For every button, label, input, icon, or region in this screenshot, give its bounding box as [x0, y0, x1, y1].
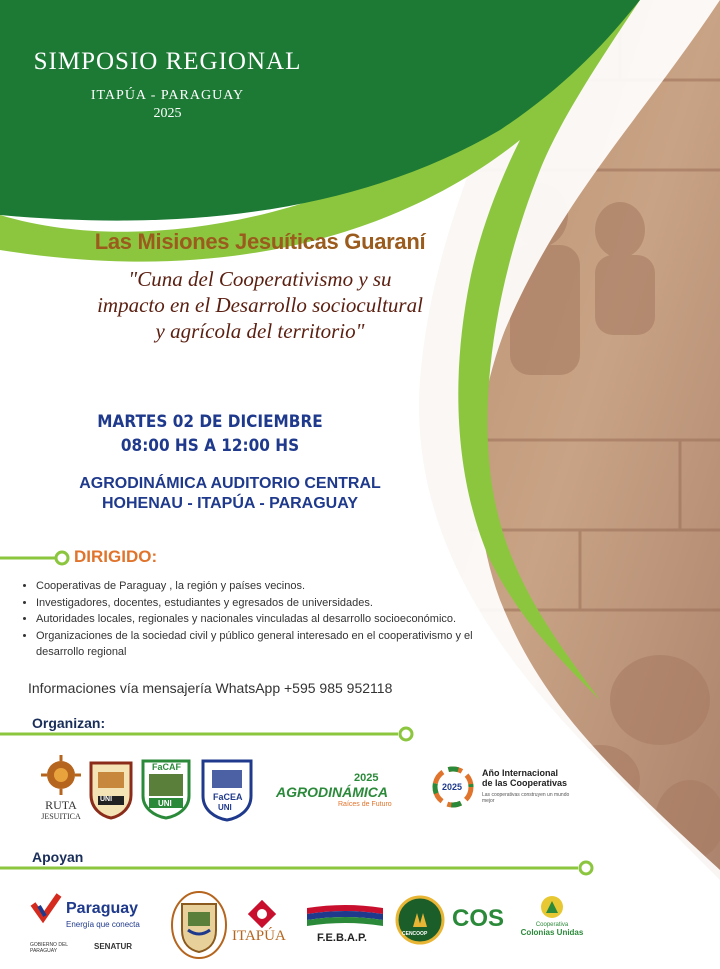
venue-line-2: HOHENAU - ITAPÚA - PARAGUAY [101, 495, 358, 512]
venue-line-1: AGRODINÁMICA AUDITORIO CENTRAL [79, 475, 381, 492]
aic-tagline: Las cooperativas construyen un mundo mejor [482, 792, 570, 804]
paraguay-name: Paraguay [66, 900, 139, 917]
shield-icon [88, 760, 134, 820]
facaf-uni-label: UNI [158, 799, 172, 808]
subtitle-line-2: impacto en el Desarrollo sociocultural [97, 293, 423, 317]
agrodinamica-name: AGRODINÁMICA [276, 784, 388, 800]
colonias-unidas-emblem-icon [538, 895, 566, 919]
ruta-text: RUTA [45, 798, 77, 812]
event-time: 08:00 HS A 12:00 HS [120, 436, 300, 456]
cencoop-logo [395, 895, 445, 945]
facea-logo [200, 758, 254, 822]
audience-heading: DIRIGIDO: [74, 547, 158, 566]
event-title: Las Misiones Jesuíticas Guaraní [94, 229, 426, 254]
event-venue [40, 474, 420, 514]
gov-label: GOBIERNO DEL PARAGUAY [30, 942, 68, 954]
agrodinamica-tagline: Raíces de Futuro [338, 801, 392, 808]
paraguay-tagline: Energía que conecta [66, 920, 140, 929]
audience-list [20, 578, 506, 661]
cos-label: COS [452, 905, 505, 932]
municipal-shield-logo [170, 890, 228, 960]
colonias-unidas-logo [518, 895, 586, 945]
facaf-logo [140, 758, 192, 820]
contact-info: Informaciones vía mensajería WhatsApp +595 985 952118 [28, 680, 393, 696]
cu-line-1: Cooperativa [535, 922, 569, 928]
ruta-subtext: JESUITICA [41, 812, 81, 821]
febap-logo [305, 902, 385, 948]
ruta-jesuitica-logo [36, 755, 86, 825]
organizers-heading: Organizan: [32, 715, 106, 731]
dirigido-divider [0, 548, 80, 568]
shield-icon [170, 890, 228, 960]
febap-flag-icon [305, 902, 385, 930]
subtitle-line-3: y agrícola del territorio" [155, 319, 365, 343]
event-datetime [75, 410, 345, 458]
organizers-divider [0, 722, 420, 746]
supporters-divider [0, 856, 600, 880]
paraguay-check-icon [30, 892, 62, 924]
symposium-title: SIMPOSIO REGIONAL [33, 48, 302, 75]
itapua-emblem-icon [248, 900, 276, 928]
febap-label: F.E.B.A.P. [317, 932, 367, 944]
cu-line-2: Colonias Unidas [520, 928, 584, 937]
facea-label: FaCEA [213, 792, 243, 802]
shield-icon [200, 758, 254, 822]
agrodinamica-year: 2025 [354, 772, 379, 784]
aic-2025-logo [430, 764, 580, 814]
ruta-sun-icon [36, 755, 86, 795]
cos-logo [452, 905, 512, 935]
itapua-label: ITAPÚA [232, 928, 286, 944]
subtitle-line-1: "Cuna del Cooperativismo y su [128, 267, 392, 291]
uni-shield-logo [88, 760, 134, 820]
symposium-year: 2025 [153, 106, 182, 121]
aic-title [482, 768, 567, 788]
list-item: • Organizaciones de la sociedad civil y público general interesado en el cooperativismo y el desarrollo regional [36, 628, 506, 661]
aic-title-line-1: Año Internacional [482, 768, 559, 778]
senatur-label: SENATUR [94, 942, 133, 951]
supporters-heading: Apoyan [32, 849, 84, 865]
event-date: MARTES 02 DE DICIEMBRE [97, 412, 323, 432]
list-item: • Investigadores, docentes, estudiantes y egresados de universidades. [36, 595, 506, 612]
colonias-unidas-label [518, 921, 586, 937]
aic-title-line-2: de las Cooperativas [482, 778, 568, 788]
facea-uni-label: UNI [218, 803, 232, 812]
facaf-label: FaCAF [152, 762, 181, 772]
symposium-location: ITAPÚA - PARAGUAY [90, 88, 245, 103]
uni-label: UNI [100, 796, 113, 803]
paraguay-logo [30, 890, 155, 960]
list-item: • Autoridades locales, regionales y nacionales vinculadas al desarrollo socioeconómico. [36, 611, 506, 628]
aic-year: 2025 [442, 782, 463, 792]
cencoop-label: CENCOOP [402, 931, 428, 937]
cencoop-seal-icon [395, 895, 445, 945]
list-item: • Cooperativas de Paraguay , la región y países vecinos. [36, 578, 506, 595]
itapua-logo [232, 900, 296, 950]
agrodinamica-logo [276, 772, 402, 812]
event-subtitle [40, 266, 480, 344]
